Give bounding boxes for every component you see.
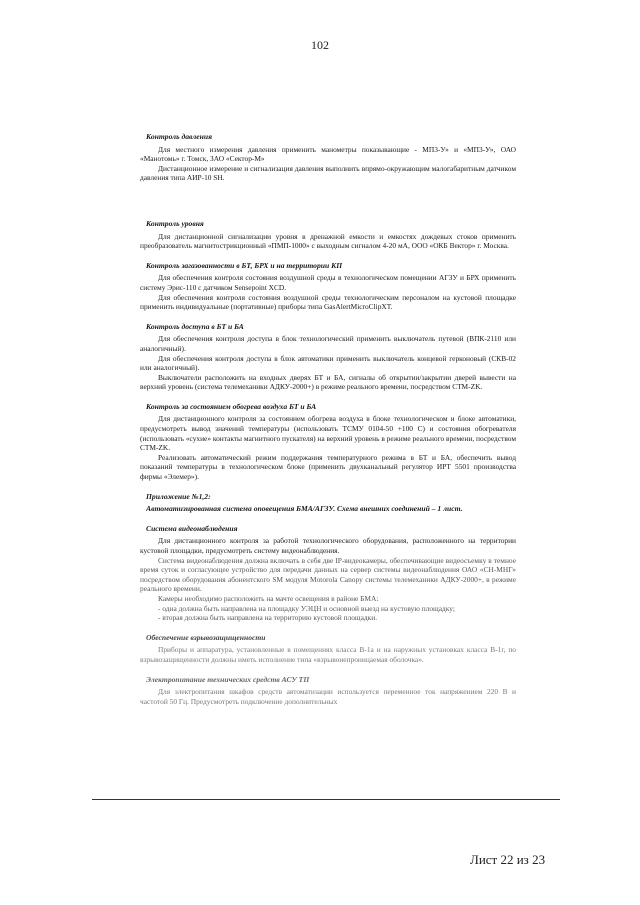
footer-divider	[92, 799, 560, 800]
section-power-supply	[140, 675, 516, 707]
appendix-caption: Автоматизированная система оповещения БМА/АГЗУ. Схема внешних соединений – 1 лист.	[146, 504, 463, 514]
section-title: Электропитание технических средств АСУ ТП	[146, 674, 310, 684]
section-access	[140, 322, 516, 392]
section-video	[140, 524, 516, 623]
section-pressure	[140, 132, 516, 183]
paragraph: Приборы и аппаратура, установленные в помещениях класса В-1а и на наружных установках класса В-1г, по взрывозащищенности должны иметь исполнение типа «взрывонепроницаемая оболочка».	[140, 645, 516, 664]
section-title: Контроль уровня	[146, 218, 204, 228]
section-title: Контроль загазованности в БТ, БРХ и на территории КП	[146, 260, 343, 270]
section-title: Контроль за состоянием обогрева воздуха БТ и БА	[146, 401, 317, 411]
paragraph: Для местного измерения давления применить манометры показывающие - МП3-У» и «МП3-У», ОАО «Манотомь» г. Томск, ЗАО «Сектор-М»	[140, 144, 516, 164]
paragraph: Для электропитания шкафов средств автоматизации используется переменное ток напряжением 220 В и частотой 50 Гц. Предусмотреть подключение дополнительных	[140, 687, 516, 706]
paragraph: Реализовать автоматический режим поддержания температурного режима в БТ и БА, обеспечить вывод показаний температуры в технологическом блоке (применить двухканальный регулятор ИРТ 5501 производства фирмы «Элемер»).	[140, 452, 516, 482]
section-gas	[140, 261, 516, 312]
paragraph: Для обеспечения контроля состояния воздушной среды технологическим персоналом на кустовой площадке применить индивидуальные (портативные) приборы типа GasAlertMicroClipXT.	[140, 292, 516, 312]
section-level	[140, 219, 516, 251]
section-explosion-protection	[140, 633, 516, 665]
section-title: Контроль давления	[146, 132, 213, 141]
paragraph: Для обеспечения контроля состояния воздушной среды в технологическом помещении АГЗУ и БРХ применить систему Эрис-110 с датчиком Sensepoint XCD.	[140, 273, 516, 292]
section-title: Контроль доступа в БТ и БА	[146, 321, 244, 331]
section-title: Приложение №1,2:	[146, 491, 211, 501]
sheet-counter: Лист 22 из 23	[470, 852, 546, 867]
page-number: 102	[311, 38, 329, 52]
paragraph: Для обеспечения контроля доступа в блок технологический применить выключатель путевой (ВПК-2110 или аналогичный).	[140, 334, 516, 353]
paragraph: Для дистанционного контроля за состоянием обогрева воздуха в блоке технологическом и блоке автоматики, предусмотреть вывод значений температуры (использовать ТСМУ 0104-50 +100 С) и состояния обогревателя (использовать «сухие» контакты магнитного пускателя) на верхний уровень в режиме реального времени, посредством СТМ-ZK.	[140, 414, 516, 453]
document-body	[140, 132, 516, 716]
paragraph: Для обеспечения контроля доступа в блок автоматики применить выключатель концевой герконовый (СКВ-02 или аналогичный).	[140, 353, 516, 373]
section-title: Система видеонаблюдения	[146, 523, 238, 533]
paragraph: Для дистанционного контроля за работой технологического оборудования, расположенного на территории кустовой площадки, предусмотреть систему видеонаблюдения.	[140, 536, 516, 555]
paragraph: Дистанционное измерение и сигнализация давления выполнить впрямо-окружающим малогабаритным датчиком давления типа АИР-10 SH.	[140, 163, 516, 183]
paragraph: Выключатели расположить на входных дверях БТ и БА, сигналы об открытии/закрытии дверей вывести на верхний уровень (система телемеханики АДКУ-2000+) в режиме реального времени, посредством СТМ-ZK.	[140, 372, 516, 392]
paragraph: - вторая должна быть направлена на территорию кустовой площадки.	[158, 613, 378, 623]
paragraph: - одна должна быть направлена на площадку УЭЦН и основной выезд на кустовую площадку;	[158, 603, 455, 613]
section-appendix	[140, 492, 516, 514]
paragraph: Камеры необходимо расположить на мачте освещения в районе БМА:	[158, 593, 379, 603]
paragraph: Для дистанционной сигнализации уровня в дренажной емкости и емкостях дождевых стоков применить преобразователь магнитострикционный «ПМП-1000» с выходным сигналом 4-20 мА, ООО «ОКБ Вектор» г. Москва.	[140, 231, 516, 251]
section-title: Обеспечение взрывозащищенности	[146, 632, 266, 642]
paragraph: Система видеонаблюдения должна включать в себя две IP-видеокамеры, обеспечивающие видеосъемку в темное время суток и согласующее устройство для передачи данных на сервер системы видеонаблюдения ОАО «СН-МНГ» посредством оборудования абонентского SM модуля Motorola Canopy системы телемеханики АДКУ-2000+, в режиме реального времени.	[140, 555, 516, 594]
section-heating	[140, 402, 516, 482]
